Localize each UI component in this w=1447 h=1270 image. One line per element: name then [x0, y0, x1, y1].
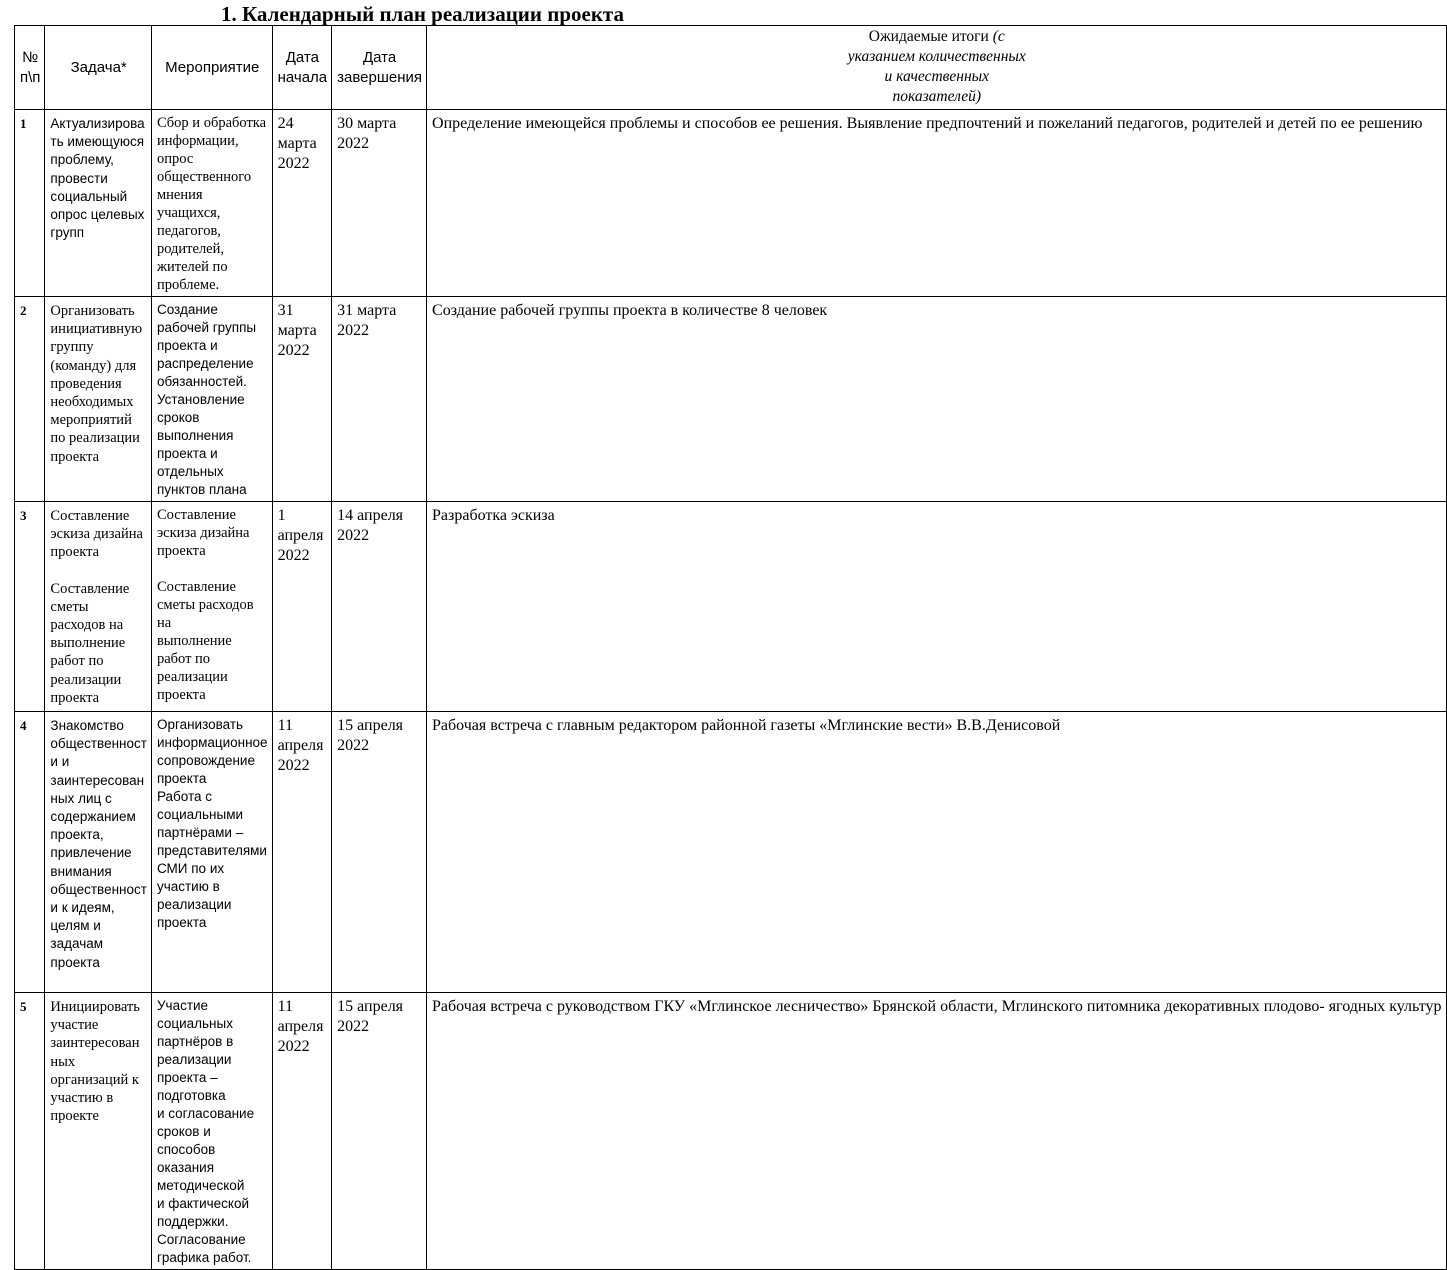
row-number: 5 — [15, 993, 45, 1270]
table-row — [15, 502, 1447, 712]
row-number: 4 — [15, 712, 45, 993]
task-cell — [45, 502, 152, 712]
header-event: Мероприятие — [151, 26, 272, 110]
result-cell: Создание рабочей группы проекта в количестве 8 человек — [427, 297, 1446, 502]
task-cell: Актуализирова ть имеющуюся проблему, провести социальный опрос целевых групп — [45, 110, 152, 297]
end-date-cell: 14 апреля 2022 — [332, 502, 427, 712]
task-part-1: Составление эскиза дизайна проекта — [50, 508, 143, 561]
start-date-cell: 24 марта 2022 — [272, 110, 332, 297]
start-date-cell: 1 апреля 2022 — [272, 502, 332, 712]
header-num-line2: п\п — [20, 69, 41, 86]
header-task: Задача* — [45, 26, 152, 110]
start-date-cell: 31 марта 2022 — [272, 297, 332, 502]
header-end-line1: Дата — [362, 49, 397, 66]
task-cell: Инициировать участие заинтересован ных организаций к участию в проекте — [45, 993, 152, 1270]
header-end-date — [332, 26, 427, 110]
header-num-line1: № — [22, 49, 39, 66]
end-date-cell: 15 апреля 2022 — [332, 993, 427, 1270]
table-header-row — [15, 26, 1447, 110]
result-cell: Рабочая встреча с главным редактором районной газеты «Мглинские вести» В.В.Денисовой — [427, 712, 1446, 993]
header-results-italic-3: и качественных — [884, 68, 990, 85]
event-cell: Организовать информационное сопровождение проекта Работа с социальными партнёрами – представителями СМИ по их участию в реализации проекта — [151, 712, 272, 993]
header-results-italic-2: указанием количественных — [847, 48, 1026, 65]
end-date-cell: 30 марта 2022 — [332, 110, 427, 297]
end-date-cell: 31 марта 2022 — [332, 297, 427, 502]
calendar-plan-table — [14, 25, 1447, 1270]
table-row — [15, 712, 1447, 993]
header-results — [427, 26, 1446, 110]
row-number: 3 — [15, 502, 45, 712]
header-start-line2: начала — [277, 69, 328, 86]
event-part-1: Составление эскиза дизайна проекта — [156, 507, 250, 559]
event-cell: Создание рабочей группы проекта и распределение обязанностей. Установление сроков выполнения проекта и отдельных пунктов плана — [151, 297, 272, 502]
header-start-line1: Дата — [285, 49, 319, 66]
result-cell: Разработка эскиза — [427, 502, 1446, 712]
header-results-normal: Ожидаемые итоги — [868, 28, 989, 45]
task-cell: Организовать инициативную группу (команду) для проведения необходимых мероприятий по реализации проекта — [45, 297, 152, 502]
header-start-date — [272, 26, 332, 110]
table-row — [15, 993, 1447, 1270]
end-date-cell: 15 апреля 2022 — [332, 712, 427, 993]
table-row — [15, 110, 1447, 297]
header-results-italic-4: показателей) — [892, 88, 982, 105]
result-cell: Рабочая встреча с руководством ГКУ «Мглинское лесничество» Брянской области, Мглинского питомника декоративных плодово- ягодных культур — [427, 993, 1446, 1270]
row-number: 1 — [15, 110, 45, 297]
page-title: 1. Календарный план реализации проекта — [220, 2, 625, 26]
start-date-cell: 11 апреля 2022 — [272, 712, 332, 993]
event-cell: Участие социальных партнёров в реализации проекта – подготовка и согласование сроков и способов оказания методической и фактической поддержки. Согласование графика работ. — [151, 993, 272, 1270]
event-part-2: Составление сметы расходов на выполнение работ по реализации проекта — [156, 579, 254, 703]
row-number: 2 — [15, 297, 45, 502]
header-end-line2: завершения — [337, 69, 423, 86]
start-date-cell: 11 апреля 2022 — [272, 993, 332, 1270]
result-cell: Определение имеющейся проблемы и способов ее решения. Выявление предпочтений и пожеланий педагогов, родителей и детей по ее решению — [427, 110, 1446, 297]
task-cell: Знакомство общественност и и заинтересован ных лиц с содержанием проекта, привлечение внимания общественност и к идеям, целям и задачам проекта — [45, 712, 152, 993]
event-cell: Сбор и обработка информации, опрос общественного мнения учащихся, педагогов, родителей, жителей по проблеме. — [151, 110, 272, 297]
header-num — [15, 26, 45, 110]
task-part-2: Составление сметы расходов на выполнение работ по реализации проекта — [50, 580, 130, 706]
event-cell — [151, 502, 272, 712]
table-row — [15, 297, 1447, 502]
header-results-italic-1: (с — [988, 28, 1005, 45]
